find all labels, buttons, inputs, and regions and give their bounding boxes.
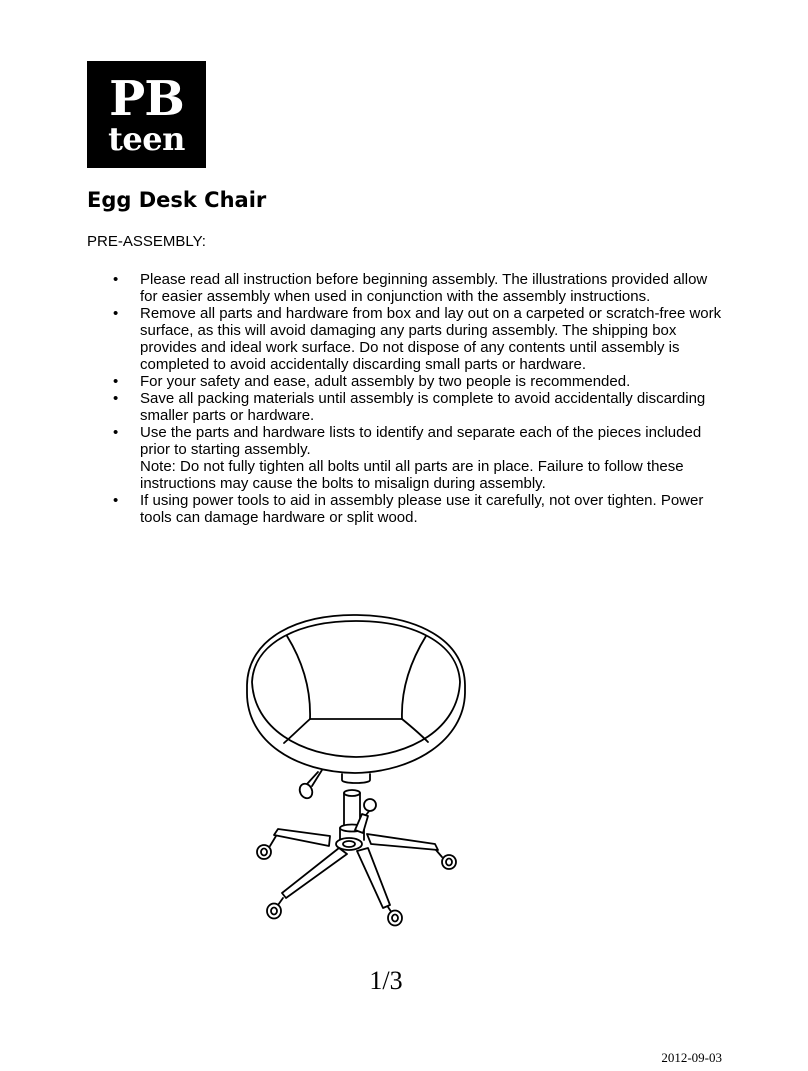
instruction-list <box>113 271 728 526</box>
egg-desk-chair-drawing-icon <box>230 600 480 935</box>
instruction-item: • For your safety and ease, adult assembly by two people is recommended. <box>113 373 728 390</box>
instruction-item: • Please read all instruction before beginning assembly. The illustrations provided allow for easier assembly when used in conjunction with the assembly instructions. <box>113 271 728 305</box>
logo-line-2: teen <box>108 120 185 158</box>
instruction-item: • Save all packing materials until assembly is complete to avoid accidentally discarding smaller parts or hardware. <box>113 390 728 424</box>
document-title: Egg Desk Chair <box>87 188 267 212</box>
document-date: 2012-09-03 <box>661 1050 722 1065</box>
logo-line-1: PB <box>109 71 184 127</box>
instruction-item: • If using power tools to aid in assembly please use it carefully, not over tighten. Power tools can damage hardware or split wood. <box>113 492 728 526</box>
section-label: PRE-ASSEMBLY: <box>87 233 206 250</box>
note-text: Note: Do not fully tighten all bolts until all parts are in place. Failure to follow these instructions may cause the bolts to misalign during assembly. <box>140 458 684 492</box>
chair-illustration <box>230 600 480 940</box>
pb-teen-logo <box>87 61 206 168</box>
instruction-item: • Use the parts and hardware lists to identify and separate each of the pieces included prior to starting assembly. Note: Do not fully tighten all bolts until all parts are in place. Failure to follow these instructions may cause the bolts to misalign during assembly. <box>113 424 728 492</box>
instruction-item: • Remove all parts and hardware from box and lay out on a carpeted or scratch-free work surface, as this will avoid damaging any parts during assembly. The shipping box provides and ideal work surface. Do not dispose of any contents until assembly is completed to avoid accidentally discarding small parts or hardware. <box>113 305 728 373</box>
page-number: 1/3 <box>369 966 403 995</box>
